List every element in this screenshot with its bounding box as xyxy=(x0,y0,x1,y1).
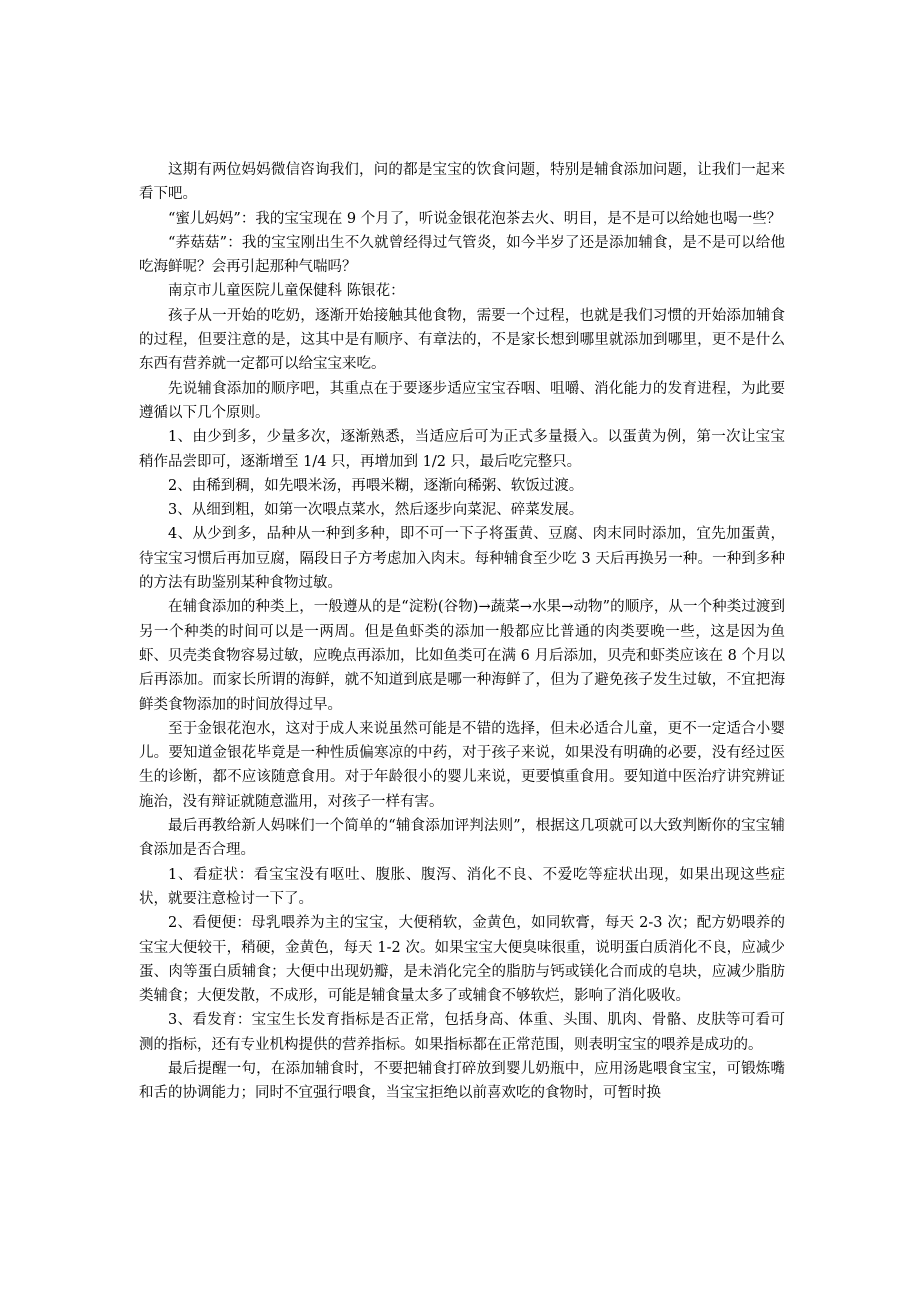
principle-item: 3、从细到粗，如第一次喂点菜水，然后逐步向菜泥、碎菜发展。 xyxy=(168,502,584,519)
rule-item: 1、看症状：看宝宝没有呕吐、腹胀、腹泻、消化不良、不爱吃等症状出现，如果出现这些症状，就要注意检讨一下了。 xyxy=(139,866,785,907)
answer-paragraph: 在辅食添加的种类上，一般遵从的是“淀粉(谷物)→蔬菜→水果→动物”的顺序，从一个种类过渡到另一个种类的时间可以是一两周。但是鱼虾类的添加一般都应比普通的肉类要晚一些，这是因为鱼虾、贝壳类食物容易过敏，应晚点再添加，比如鱼类可在满 6 月后添加，贝壳和虾类应该在 8 个月以后再添加。而家长所谓的海鲜，就不知道到底是哪一种海鲜了，但为了避免孩子发生过敏，不宜把海鲜类食物添加的时间放得过早。 xyxy=(139,599,785,713)
question-mier-mama: “蜜儿妈妈”：我的宝宝现在 9 个月了，听说金银花泡茶去火、明目，是不是可以给她也喝一些？ xyxy=(168,210,782,227)
intro-paragraph: 这期有两位妈妈微信咨询我们，问的都是宝宝的饮食问题，特别是辅食添加问题，让我们一起来看下吧。 xyxy=(139,162,785,203)
expert-byline: 南京市儿童医院儿童保健科 陈银花： xyxy=(168,283,405,300)
answer-paragraph: 至于金银花泡水，这对于成人来说虽然可能是不错的选择，但未必适合儿童，更不一定适合小婴儿。要知道金银花毕竟是一种性质偏寒凉的中药，对于孩子来说，如果没有明确的必要，没有经过医生的诊断，都不应该随意食用。对于年龄很小的婴儿来说，更要慎重食用。要知道中医治疗讲究辨证施治，没有辩证就随意滥用，对孩子一样有害。 xyxy=(139,720,785,810)
answer-paragraph: 先说辅食添加的顺序吧，其重点在于要逐步适应宝宝吞咽、咀嚼、消化能力的发育进程，为此要遵循以下几个原则。 xyxy=(139,380,785,421)
rule-item: 2、看便便：母乳喂养为主的宝宝，大便稍软，金黄色，如同软膏，每天 2-3 次；配方奶喂养的宝宝大便较干，稍硬，金黄色，每天 1-2 次。如果宝宝大便臭味很重，说明蛋白质消化不良，应减少蛋、肉等蛋白质辅食；大便中出现奶瓣，是未消化完全的脂肪与钙或镁化合而成的皂块，应减少脂肪类辅食；大便发散，不成形，可能是辅食量太多了或辅食不够软烂，影响了消化吸收。 xyxy=(139,915,785,1005)
question-xiaogugu: “荞菇菇”：我的宝宝刚出生不久就曾经得过气管炎，如今半岁了还是添加辅食，是不是可以给他吃海鲜呢？会再引起那种气喘吗？ xyxy=(139,234,785,276)
document-body xyxy=(139,158,785,1106)
principle-item: 1、由少到多，少量多次，逐渐熟悉，当适应后可为正式多量摄入。以蛋黄为例，第一次让宝宝稍作品尝即可，逐渐增至 1/4 只，再增加到 1/2 只，最后吃完整只。 xyxy=(139,429,785,470)
principle-item: 4、从少到多，品种从一种到多种，即不可一下子将蛋黄、豆腐、肉末同时添加，宜先加蛋黄，待宝宝习惯后再加豆腐，隔段日子方考虑加入肉末。每种辅食至少吃 3 天后再换另一种。一种到多种的方法有助鉴别某种食物过敏。 xyxy=(139,526,785,592)
closing-paragraph: 最后提醒一句，在添加辅食时，不要把辅食打碎放到婴儿奶瓶中，应用汤匙喂食宝宝，可锻炼嘴和舌的协调能力；同时不宜强行喂食，当宝宝拒绝以前喜欢吃的食物时，可暂时换 xyxy=(139,1060,785,1102)
answer-paragraph: 孩子从一开始的吃奶，逐渐开始接触其他食物，需要一个过程，也就是我们习惯的开始添加辅食的过程，但要注意的是，这其中是有顺序、有章法的，不是家长想到哪里就添加到哪里，更不是什么东西有营养就一定都可以给宝宝来吃。 xyxy=(139,307,785,373)
principle-item: 2、由稀到稠，如先喂米汤，再喂米糊，逐渐向稀粥、软饭过渡。 xyxy=(168,477,584,494)
answer-paragraph: 最后再教给新人妈咪们一个简单的“辅食添加评判法则”，根据这几项就可以大致判断你的宝宝辅食添加是否合理。 xyxy=(139,818,785,859)
rule-item: 3、看发育：宝宝生长发育指标是否正常，包括身高、体重、头围、肌肉、骨骼、皮肤等可看可测的指标，还有专业机构提供的营养指标。如果指标都在正常范围，则表明宝宝的喂养是成功的。 xyxy=(139,1012,785,1053)
